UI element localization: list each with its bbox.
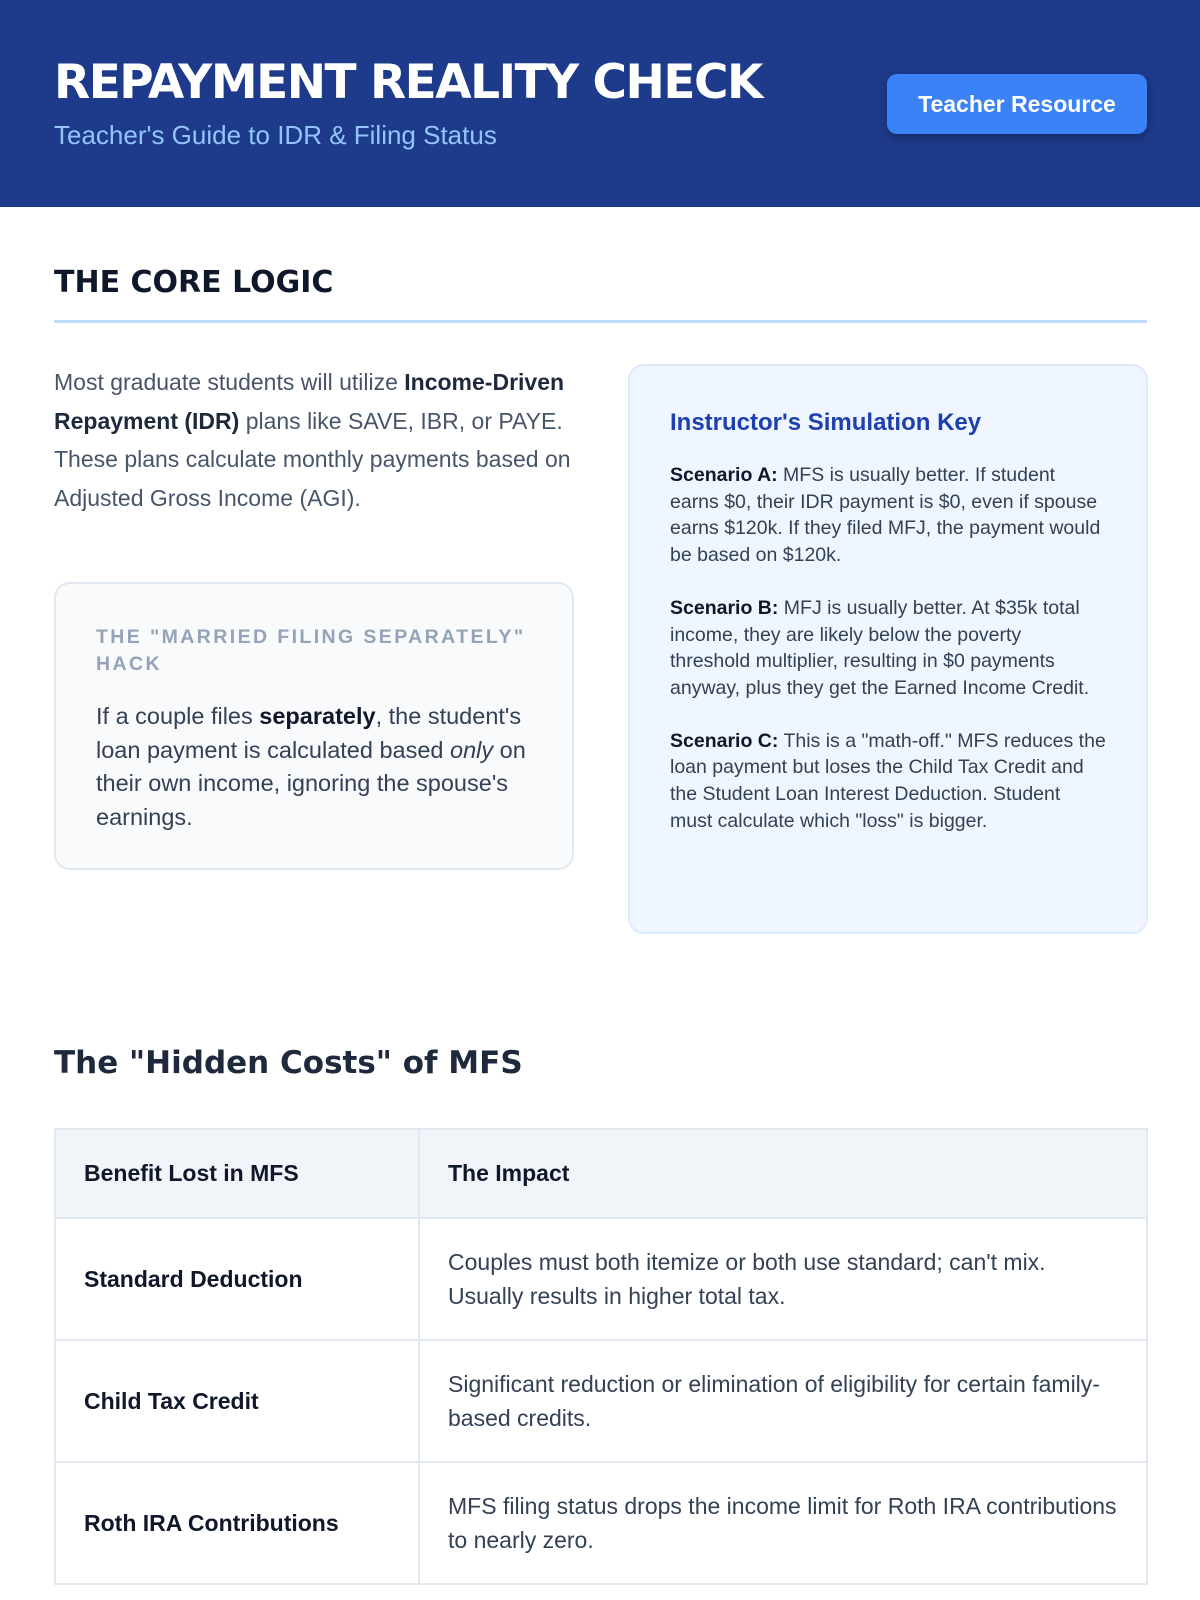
column-header-benefit: Benefit Lost in MFS xyxy=(55,1129,419,1218)
intro-text-after: plans like SAVE, IBR, or PAYE. These plans calculate monthly payments based on Adjusted Gross Income (AGI). xyxy=(54,407,571,511)
scenario-c-label: Scenario C: xyxy=(670,729,779,752)
scenario-b-label: Scenario B: xyxy=(670,596,779,619)
hidden-costs-heading: The "Hidden Costs" of MFS xyxy=(54,1045,523,1081)
column-header-impact: The Impact xyxy=(419,1129,1147,1218)
intro-bold-idr: Income-Driven Repayment (IDR) xyxy=(54,369,565,434)
benefit-cell: Standard Deduction xyxy=(55,1218,419,1340)
scenario-b xyxy=(670,595,1106,702)
table-row xyxy=(55,1462,1147,1584)
benefit-cell: Child Tax Credit xyxy=(55,1340,419,1462)
hack-text-2: , the student's loan payment is calculated based xyxy=(96,703,522,763)
core-logic-heading: THE CORE LOGIC xyxy=(54,265,334,300)
impact-cell: Significant reduction or elimination of eligibility for certain family-based credits. xyxy=(419,1340,1147,1462)
page-header xyxy=(0,0,1200,207)
intro-text-before: Most graduate students will utilize xyxy=(54,369,405,395)
hack-text-1: If a couple files xyxy=(96,703,260,729)
scenario-c xyxy=(670,728,1106,835)
scenario-a-label: Scenario A: xyxy=(670,464,778,486)
simulation-key-panel xyxy=(628,364,1148,934)
page-title: REPAYMENT REALITY CHECK xyxy=(54,55,762,110)
scenario-a-text: MFS is usually better. If student earns $0, their IDR payment is $0, even if spouse earns $120k. If they filed MFJ, the payment would be based on $120k. xyxy=(670,464,1101,567)
table-header-row xyxy=(55,1129,1147,1218)
impact-cell: MFS filing status drops the income limit for Roth IRA contributions to nearly zero. xyxy=(419,1462,1147,1584)
teacher-resource-badge: Teacher Resource xyxy=(887,74,1147,134)
impact-cell: Couples must both itemize or both use standard; can't mix. Usually results in higher total tax. xyxy=(419,1218,1147,1340)
scenario-a xyxy=(670,462,1106,569)
scenario-c-text: This is a "math-off." MFS reduces the loan payment but loses the Child Tax Credit and the Student Loan Interest Deduction. Student must calculate which "loss" is bigger. xyxy=(670,729,1106,832)
benefit-cell: Roth IRA Contributions xyxy=(55,1462,419,1584)
page-subtitle: Teacher's Guide to IDR & Filing Status xyxy=(54,120,497,150)
section-divider xyxy=(54,320,1147,323)
intro-paragraph xyxy=(54,363,574,517)
table-row xyxy=(55,1340,1147,1462)
mfs-hack-label: THE "MARRIED FILING SEPARATELY" HACK xyxy=(96,626,526,675)
hack-bold-separately: separately xyxy=(259,703,376,729)
mfs-hack-callout xyxy=(54,582,574,870)
hidden-costs-table xyxy=(54,1128,1148,1585)
hack-text-3: on their own income, ignoring the spouse's earnings. xyxy=(96,736,526,830)
mfs-hack-text xyxy=(96,700,532,834)
table-row xyxy=(55,1218,1147,1340)
simulation-key-title: Instructor's Simulation Key xyxy=(670,409,982,436)
hack-italic-only: only xyxy=(450,736,494,763)
scenario-b-text: MFJ is usually better. At $35k total income, they are likely below the poverty threshold multiplier, resulting in $0 payments anyway, plus they get the Earned Income Credit. xyxy=(670,596,1090,699)
